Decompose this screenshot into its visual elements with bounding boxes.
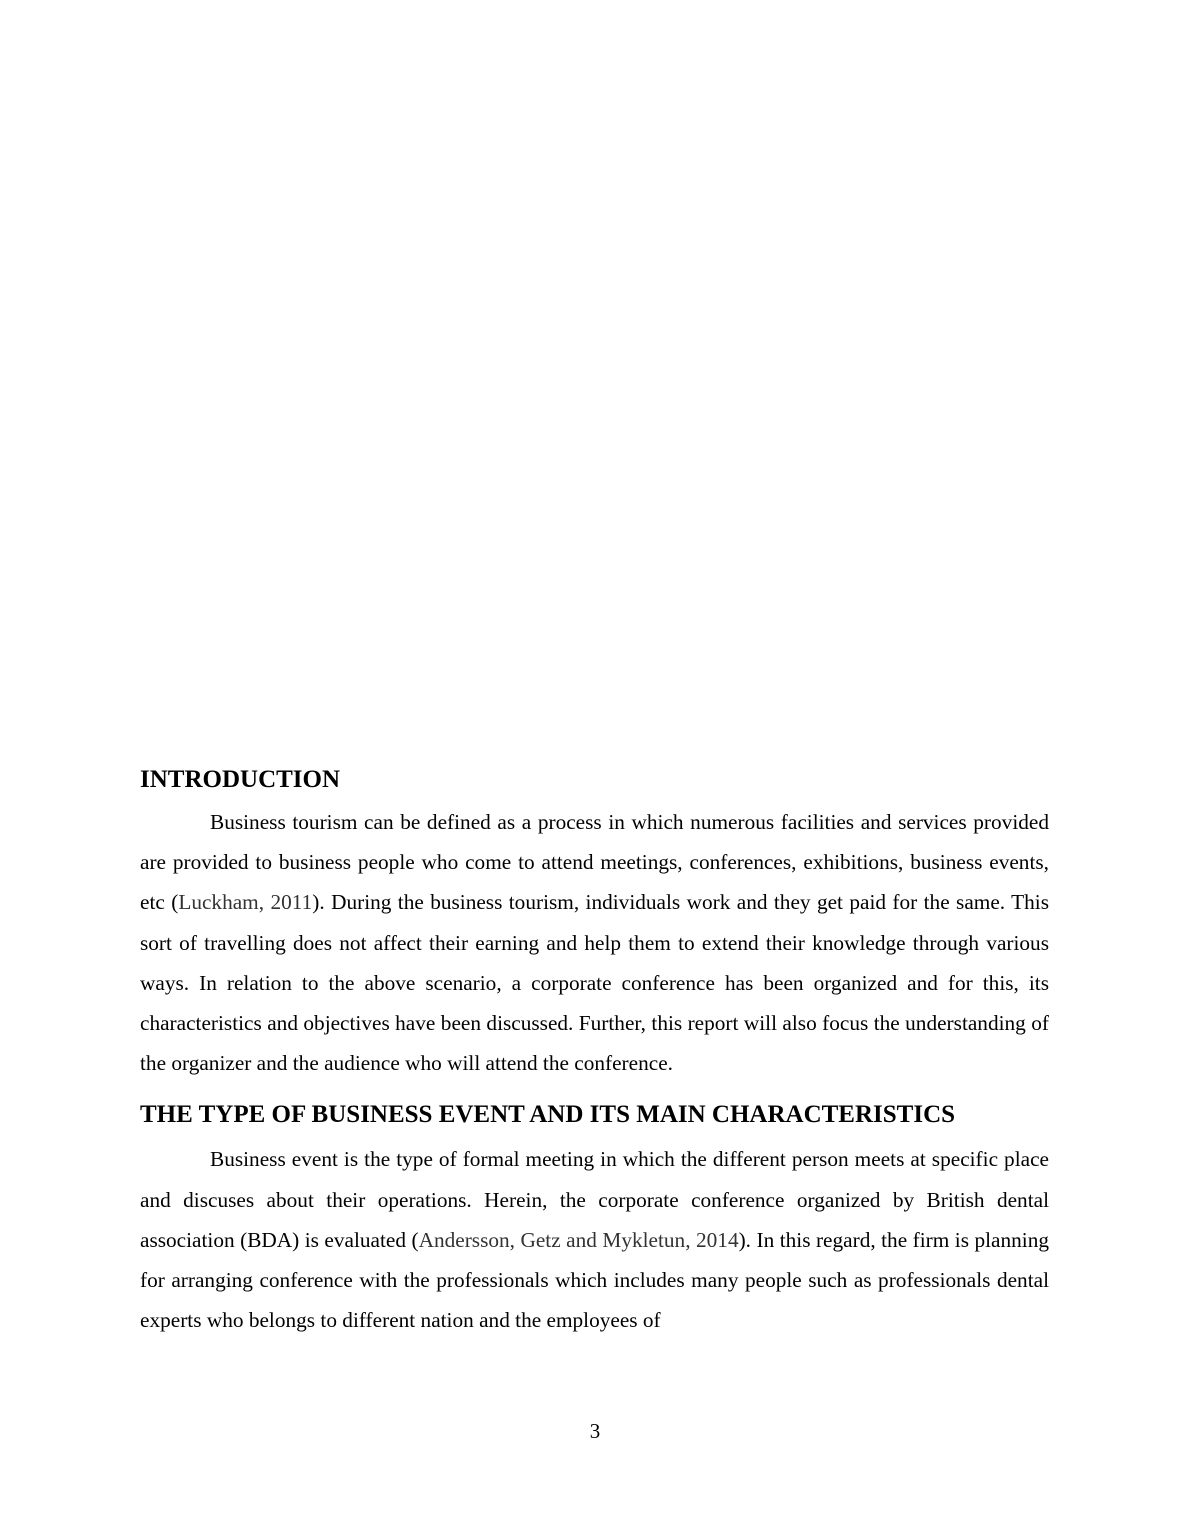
section-heading-introduction: INTRODUCTION (140, 766, 341, 793)
paragraph-text: ). In this regard, the firm is planning for arranging conference with the professionals which includes many people such as professionals dental experts who belongs to different nation and the employees of (140, 1227, 1049, 1333)
introduction-paragraph (140, 802, 1049, 1083)
page-number: 3 (589, 1419, 601, 1443)
citation-link[interactable]: Luckham, 2011 (178, 890, 313, 915)
business-event-paragraph (140, 1139, 1049, 1340)
document-body (140, 762, 1049, 1340)
paragraph-text: Business tourism can be defined as a process in which numerous facilities and services provided are provided to business people who come to attend meetings, conferences, exhibitions, business events, etc ( (140, 810, 1049, 915)
citation-link[interactable]: Andersson, Getz and Mykletun, 2014 (418, 1227, 739, 1252)
section-heading-business-event: THE TYPE OF BUSINESS EVENT AND ITS MAIN CHARACTERISTICS (140, 1101, 956, 1129)
paragraph-text: Business event is the type of formal meeting in which the different person meets at specific place and discuses about their operations. Herein, the corporate conference organized by British dental association (BDA) is evaluated ( (140, 1147, 1049, 1252)
paragraph-text: ). During the business tourism, individuals work and they get paid for the same. This sort of travelling does not affect their earning and help them to extend their knowledge through various ways. In relation to the above scenario, a corporate conference has been organized and for this, its characteristics and objectives have been discussed. Further, this report will also focus the understanding of the organizer and the audience who will attend the conference. (140, 890, 1049, 1076)
